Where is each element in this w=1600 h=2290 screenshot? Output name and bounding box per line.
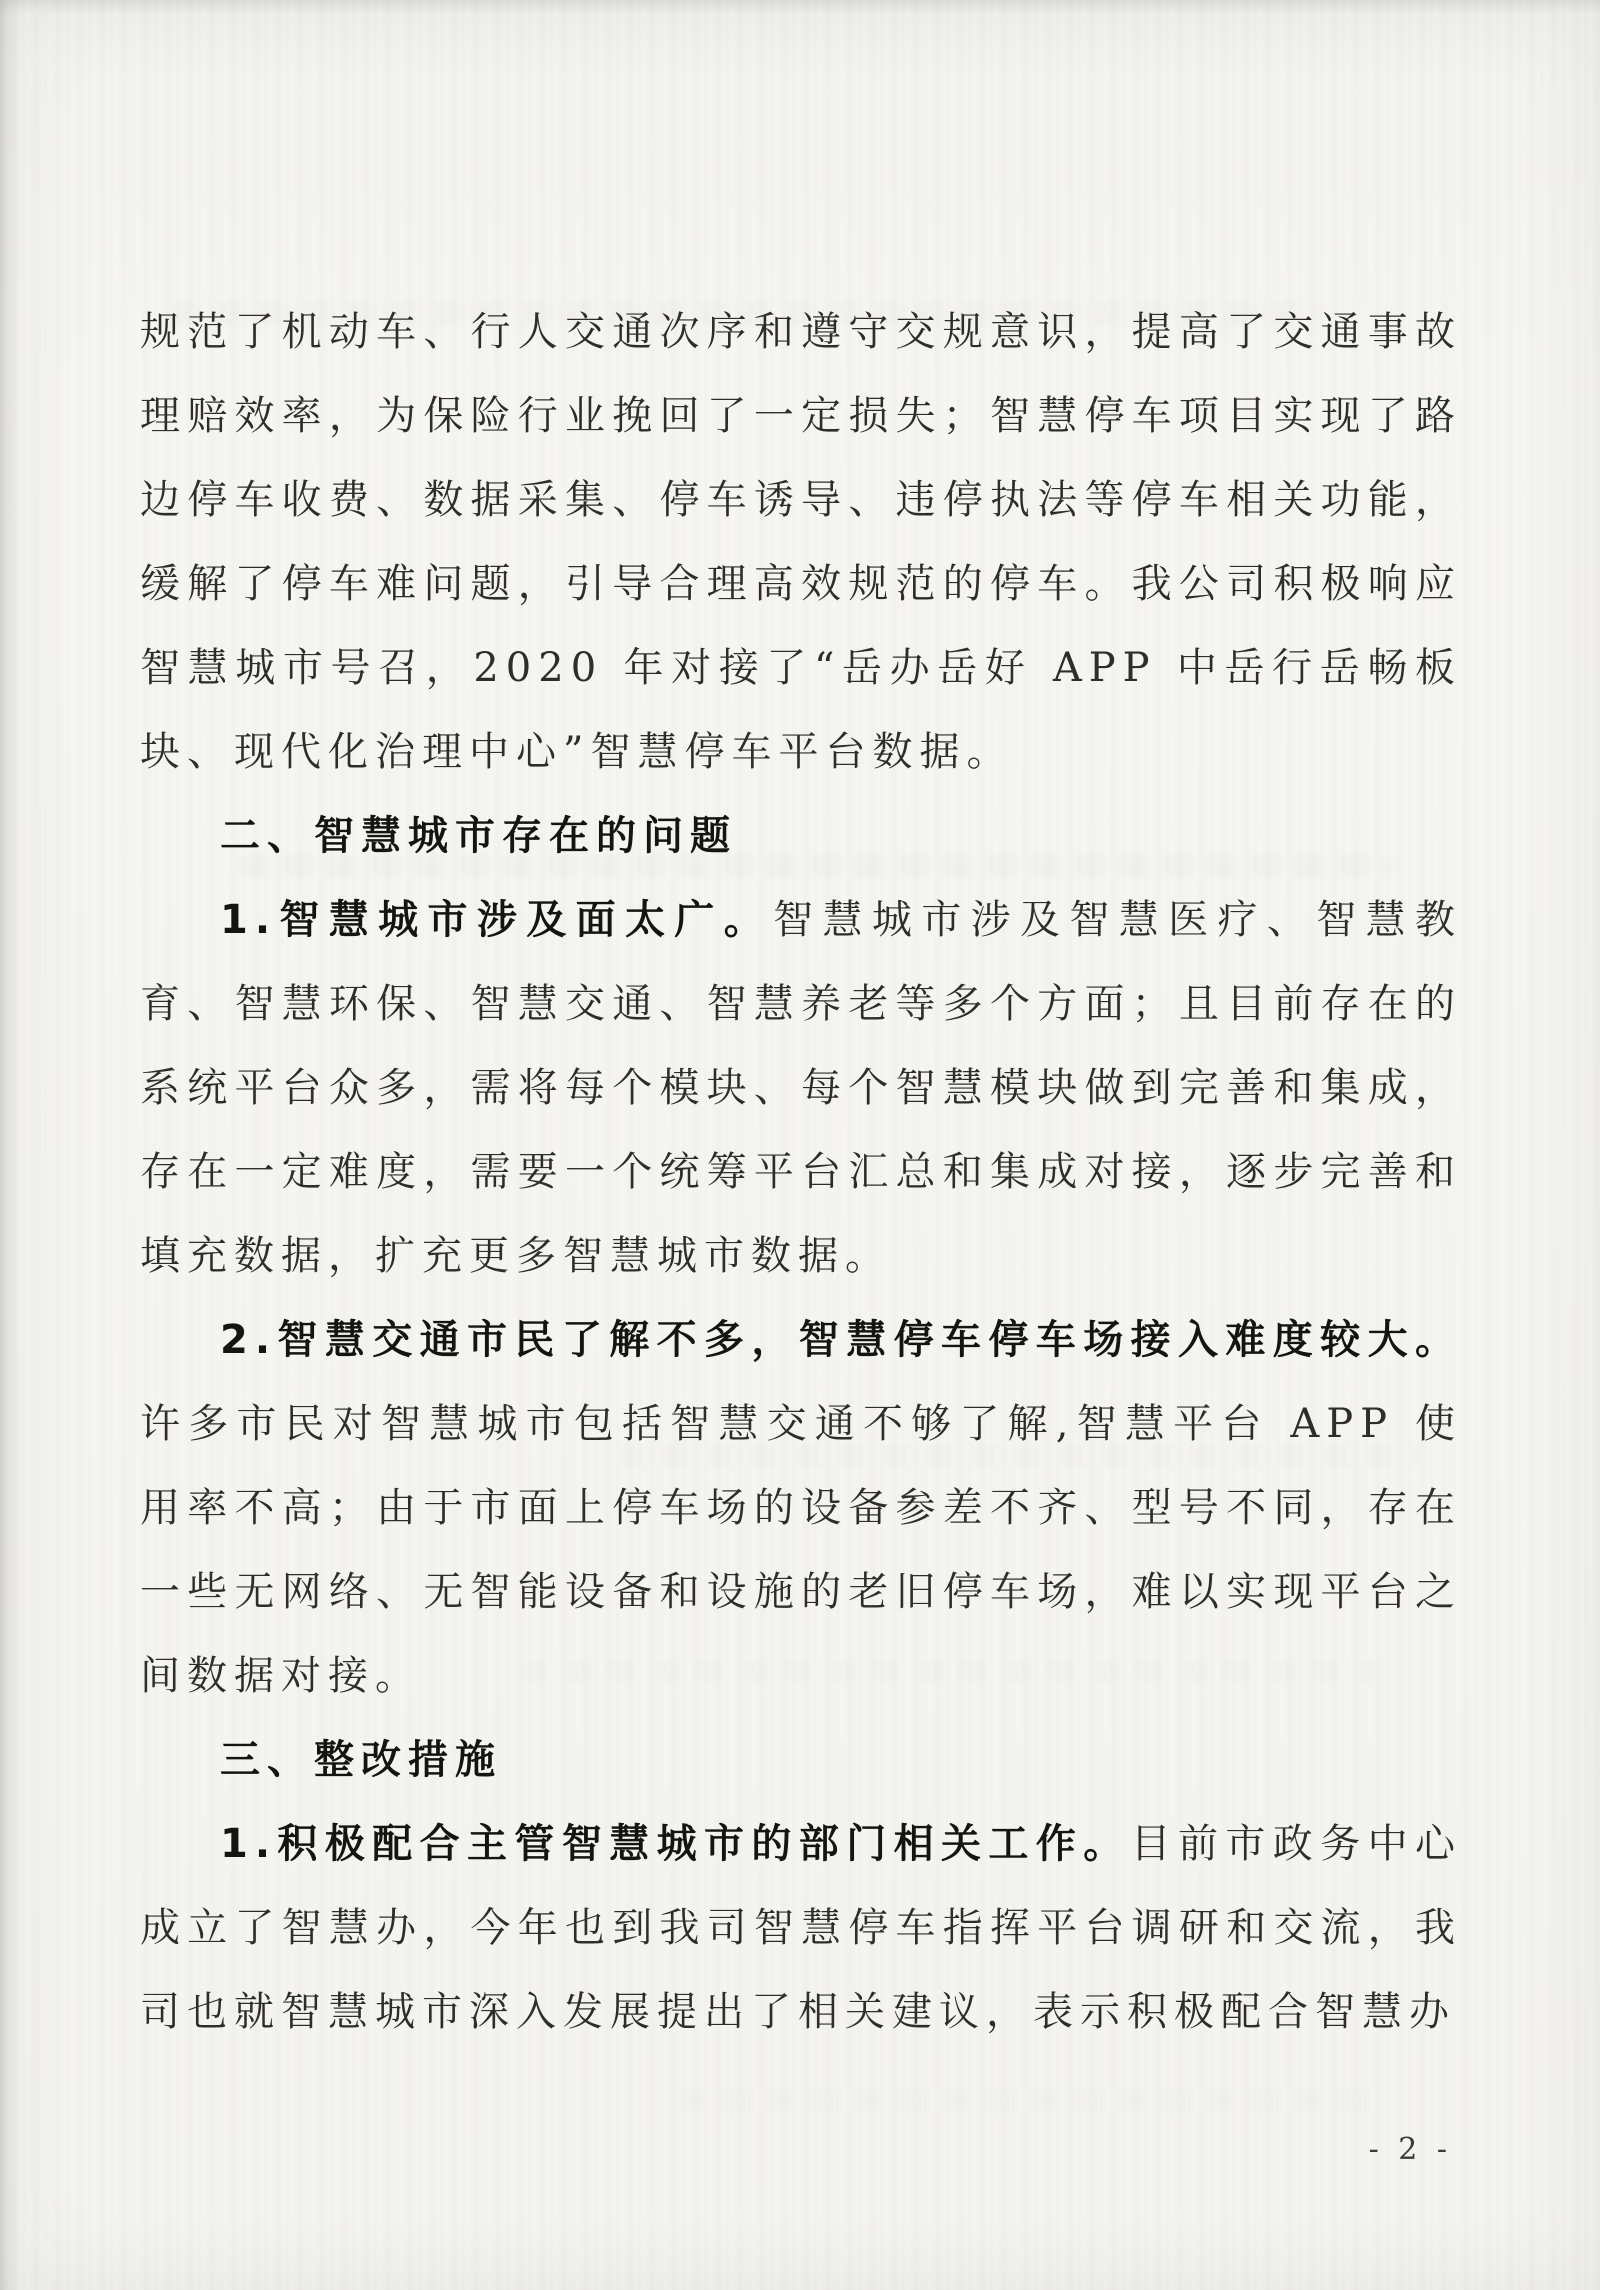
paragraph-issue-2-lead: 2.智慧交通市民了解不多，智慧停车停车场接入难度较大。: [220, 1317, 1462, 1363]
paragraph-issue-1: [140, 878, 1462, 1298]
paragraph-measure-1-lead: 1.积极配合主管智慧城市的部门相关工作。: [220, 1821, 1131, 1867]
paragraph-continuation: 规范了机动车、行人交通次序和遵守交规意识，提高了交通事故理赔效率，为保险行业挽回了一定损失；智慧停车项目实现了路边停车收费、数据采集、停车诱导、违停执法等停车相关功能，缓解了停车难问题，引导合理高效规范的停车。我公司积极响应智慧城市号召，2020 年对接了“岳办岳好 APP 中岳行岳畅板块、现代化治理中心”智慧停车平台数据。: [140, 309, 1462, 775]
paragraph-issue-2-text: 许多市民对智慧城市包括智慧交通不够了解,智慧平台 APP 使用率不高；由于市面上停车场的设备参差不齐、型号不同，存在一些无网络、无智能设备和设施的老旧停车场，难以实现平台之间数据对接。: [140, 1401, 1462, 1699]
page-number: - 2 -: [1368, 2132, 1452, 2167]
scan-smudge: [680, 2090, 1380, 2112]
scan-artifact-left-edge: [0, 0, 20, 2290]
paragraph-measure-1: [140, 1802, 1462, 2054]
document-body: [140, 290, 1462, 2054]
paragraph-issue-2: [140, 1298, 1462, 1718]
section-heading-measures: 三、整改措施: [220, 1737, 502, 1783]
paragraph-issue-1-text: 智慧城市涉及智慧医疗、智慧教育、智慧环保、智慧交通、智慧养老等多个方面；且目前存在的系统平台众多，需将每个模块、每个智慧模块做到完善和集成，存在一定难度，需要一个统筹平台汇总和集成对接，逐步完善和填充数据，扩充更多智慧城市数据。: [140, 897, 1462, 1279]
paragraph-issue-1-lead: 1.智慧城市涉及面太广。: [220, 897, 774, 943]
section-heading-problems: 二、智慧城市存在的问题: [220, 813, 737, 859]
scan-artifact-top-edge: [0, 0, 1600, 14]
paragraph-measure-1-text: 目前市政务中心成立了智慧办，今年也到我司智慧停车指挥平台调研和交流，我司也就智慧城市深入发展提出了相关建议，表示积极配合智慧办: [140, 1821, 1463, 2035]
